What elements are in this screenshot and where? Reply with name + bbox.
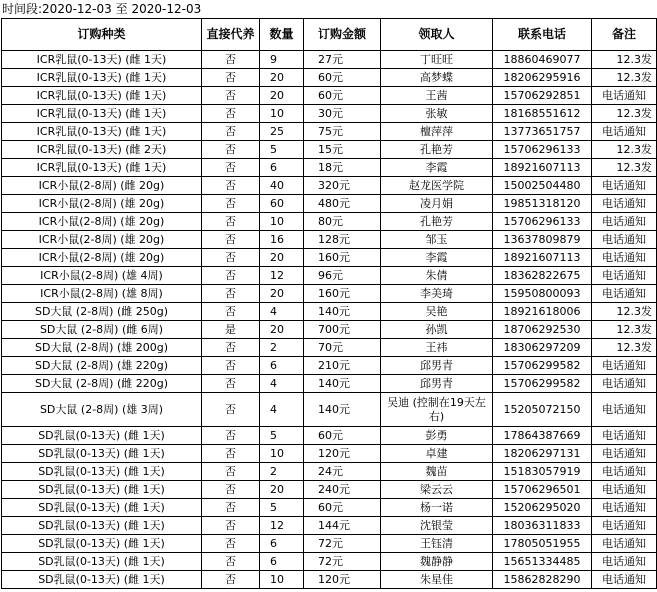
table-row [2,571,657,589]
cell-amount: 160元 [304,285,381,303]
cell-dai: 否 [202,141,260,159]
cell-name: 沈银莹 [381,517,493,535]
table-row [2,375,657,393]
cell-dai: 否 [202,231,260,249]
table-row [2,195,657,213]
cell-dai: 否 [202,285,260,303]
cell-type: SD乳鼠(0-13天) (雌 1天) [2,481,202,499]
cell-phone: 15651334485 [493,553,592,571]
cell-phone: 18921607113 [493,159,592,177]
cell-amount: 60元 [304,87,381,105]
cell-amount: 27元 [304,51,381,69]
table-header-row [2,19,657,51]
cell-qty: 20 [260,285,304,303]
cell-amount: 70元 [304,339,381,357]
cell-type: ICR小鼠(2-8周) (雄 20g) [2,249,202,267]
cell-note: 电话通知 [592,195,657,213]
cell-phone: 13773651757 [493,123,592,141]
cell-dai: 否 [202,499,260,517]
cell-type: SD乳鼠(0-13天) (雌 1天) [2,463,202,481]
cell-phone: 15950800093 [493,285,592,303]
cell-dai: 是 [202,321,260,339]
cell-dai: 否 [202,105,260,123]
cell-dai: 否 [202,69,260,87]
cell-name: 李霞 [381,159,493,177]
cell-dai: 否 [202,517,260,535]
cell-dai: 否 [202,87,260,105]
cell-type: SD大鼠 (2-8周) (雌 6周) [2,321,202,339]
cell-qty: 60 [260,195,304,213]
end-date: 2020-12-03 [131,2,202,16]
table-row [2,141,657,159]
cell-note: 电话通知 [592,535,657,553]
cell-type: ICR小鼠(2-8周) (雄 20g) [2,231,202,249]
cell-type: SD乳鼠(0-13天) (雌 1天) [2,553,202,571]
cell-qty: 4 [260,375,304,393]
cell-dai: 否 [202,481,260,499]
cell-qty: 16 [260,231,304,249]
cell-amount: 24元 [304,463,381,481]
table-row [2,231,657,249]
cell-note: 电话通知 [592,87,657,105]
cell-note: 12.3发 [592,69,657,87]
cell-name: 李霞 [381,249,493,267]
cell-type: SD大鼠 (2-8周) (雄 220g) [2,357,202,375]
cell-name: 吴迪 (控制在19天左右) [381,393,493,427]
table-row [2,553,657,571]
cell-amount: 18元 [304,159,381,177]
cell-name: 高梦蝶 [381,69,493,87]
table-row [2,445,657,463]
cell-dai: 否 [202,393,260,427]
cell-dai: 否 [202,445,260,463]
table-row [2,393,657,427]
cell-note: 电话通知 [592,571,657,589]
cell-note: 12.3发 [592,51,657,69]
cell-amount: 72元 [304,553,381,571]
cell-note: 电话通知 [592,357,657,375]
cell-type: SD乳鼠(0-13天) (雌 1天) [2,445,202,463]
cell-note: 电话通知 [592,123,657,141]
start-date: 2020-12-03 [42,2,112,16]
cell-note: 12.3发 [592,321,657,339]
cell-qty: 6 [260,357,304,375]
col-header-amount: 订购金额 [304,19,381,51]
cell-amount: 160元 [304,249,381,267]
cell-type: SD大鼠 (2-8周) (雄 200g) [2,339,202,357]
cell-phone: 19851318120 [493,195,592,213]
cell-qty: 20 [260,87,304,105]
cell-name: 孔艳芳 [381,213,493,231]
cell-name: 吴艳 [381,303,493,321]
cell-amount: 210元 [304,357,381,375]
cell-qty: 20 [260,249,304,267]
cell-dai: 否 [202,213,260,231]
cell-dai: 否 [202,535,260,553]
cell-phone: 15206295020 [493,499,592,517]
table-row [2,213,657,231]
cell-type: ICR乳鼠(0-13天) (雌 1天) [2,105,202,123]
cell-phone: 18206297131 [493,445,592,463]
cell-name: 李美琦 [381,285,493,303]
cell-note: 电话通知 [592,553,657,571]
table-row [2,249,657,267]
cell-phone: 18860469077 [493,51,592,69]
cell-phone: 15706296501 [493,481,592,499]
cell-name: 邹玉 [381,231,493,249]
cell-note: 电话通知 [592,393,657,427]
cell-type: ICR小鼠(2-8周) (雄 20g) [2,195,202,213]
cell-type: ICR乳鼠(0-13天) (雌 1天) [2,123,202,141]
table-row [2,357,657,375]
order-table [1,18,657,589]
cell-dai: 否 [202,571,260,589]
cell-amount: 128元 [304,231,381,249]
cell-name: 杨一诺 [381,499,493,517]
cell-dai: 否 [202,375,260,393]
table-row [2,267,657,285]
cell-qty: 4 [260,393,304,427]
cell-amount: 144元 [304,517,381,535]
cell-phone: 15002504480 [493,177,592,195]
cell-qty: 5 [260,427,304,445]
table-row [2,285,657,303]
time-range-label: 时间段: [2,2,43,16]
cell-name: 邱男青 [381,357,493,375]
table-row [2,177,657,195]
cell-amount: 60元 [304,499,381,517]
cell-amount: 140元 [304,303,381,321]
cell-name: 檀萍萍 [381,123,493,141]
cell-dai: 否 [202,249,260,267]
cell-qty: 9 [260,51,304,69]
cell-phone: 15706292851 [493,87,592,105]
cell-note: 12.3发 [592,303,657,321]
table-row [2,481,657,499]
cell-dai: 否 [202,195,260,213]
cell-note: 电话通知 [592,177,657,195]
cell-name: 赵龙医学院 [381,177,493,195]
col-header-phone: 联系电话 [493,19,592,51]
col-header-type: 订购种类 [2,19,202,51]
cell-type: SD大鼠 (2-8周) (雌 250g) [2,303,202,321]
cell-phone: 17864387669 [493,427,592,445]
cell-dai: 否 [202,339,260,357]
cell-dai: 否 [202,51,260,69]
cell-qty: 10 [260,571,304,589]
cell-dai: 否 [202,463,260,481]
cell-dai: 否 [202,123,260,141]
cell-qty: 2 [260,463,304,481]
table-body [2,51,657,589]
cell-note: 电话通知 [592,427,657,445]
cell-note: 12.3发 [592,105,657,123]
cell-qty: 10 [260,213,304,231]
cell-name: 凌月娟 [381,195,493,213]
cell-phone: 18036311833 [493,517,592,535]
cell-type: ICR乳鼠(0-13天) (雌 1天) [2,51,202,69]
cell-amount: 15元 [304,141,381,159]
cell-type: SD乳鼠(0-13天) (雌 1天) [2,571,202,589]
cell-note: 电话通知 [592,445,657,463]
cell-name: 彭勇 [381,427,493,445]
cell-name: 朱倩 [381,267,493,285]
cell-qty: 6 [260,535,304,553]
cell-qty: 2 [260,339,304,357]
col-header-note: 备注 [592,19,657,51]
cell-amount: 72元 [304,535,381,553]
col-header-dai: 直接代养 [202,19,260,51]
cell-name: 王钰清 [381,535,493,553]
cell-dai: 否 [202,159,260,177]
cell-type: ICR小鼠(2-8周) (雌 20g) [2,177,202,195]
cell-note: 电话通知 [592,499,657,517]
table-row [2,499,657,517]
cell-name: 魏静静 [381,553,493,571]
cell-qty: 5 [260,141,304,159]
cell-amount: 60元 [304,69,381,87]
cell-phone: 18168551612 [493,105,592,123]
col-header-qty: 数量 [260,19,304,51]
table-row [2,123,657,141]
cell-type: SD乳鼠(0-13天) (雌 1天) [2,499,202,517]
to-word: 至 [115,2,128,16]
cell-dai: 否 [202,303,260,321]
cell-phone: 18921607113 [493,249,592,267]
table-row [2,69,657,87]
cell-phone: 15706296133 [493,141,592,159]
cell-phone: 15862828290 [493,571,592,589]
cell-qty: 6 [260,159,304,177]
cell-type: SD乳鼠(0-13天) (雌 1天) [2,517,202,535]
cell-dai: 否 [202,177,260,195]
cell-phone: 13637809879 [493,231,592,249]
cell-note: 电话通知 [592,285,657,303]
cell-name: 卓建 [381,445,493,463]
cell-type: SD乳鼠(0-13天) (雌 1天) [2,427,202,445]
cell-name: 朱星佳 [381,571,493,589]
cell-qty: 12 [260,267,304,285]
cell-note: 电话通知 [592,267,657,285]
cell-note: 12.3发 [592,141,657,159]
cell-type: ICR乳鼠(0-13天) (雌 1天) [2,87,202,105]
cell-qty: 20 [260,69,304,87]
cell-type: ICR乳鼠(0-13天) (雌 1天) [2,159,202,177]
cell-note: 电话通知 [592,463,657,481]
cell-amount: 60元 [304,427,381,445]
cell-type: SD大鼠 (2-8周) (雌 220g) [2,375,202,393]
cell-qty: 5 [260,499,304,517]
table-row [2,535,657,553]
table-row [2,321,657,339]
cell-amount: 240元 [304,481,381,499]
cell-name: 邱男青 [381,375,493,393]
cell-phone: 15706299582 [493,357,592,375]
cell-note: 12.3发 [592,159,657,177]
cell-type: ICR小鼠(2-8周) (雄 20g) [2,213,202,231]
cell-amount: 96元 [304,267,381,285]
cell-phone: 18362822675 [493,267,592,285]
cell-qty: 40 [260,177,304,195]
cell-name: 王祎 [381,339,493,357]
cell-qty: 20 [260,481,304,499]
cell-name: 孙凯 [381,321,493,339]
cell-qty: 10 [260,105,304,123]
cell-type: ICR小鼠(2-8周) (雄 8周) [2,285,202,303]
cell-note: 电话通知 [592,481,657,499]
cell-phone: 18306297209 [493,339,592,357]
cell-dai: 否 [202,553,260,571]
table-row [2,463,657,481]
cell-note: 12.3发 [592,339,657,357]
cell-dai: 否 [202,357,260,375]
cell-phone: 15183057919 [493,463,592,481]
cell-note: 电话通知 [592,231,657,249]
cell-phone: 17805051955 [493,535,592,553]
table-row [2,427,657,445]
table-row [2,339,657,357]
cell-name: 魏苗 [381,463,493,481]
cell-amount: 80元 [304,213,381,231]
cell-type: ICR乳鼠(0-13天) (雌 1天) [2,69,202,87]
cell-qty: 20 [260,321,304,339]
table-row [2,51,657,69]
cell-type: ICR乳鼠(0-13天) (雌 2天) [2,141,202,159]
cell-name: 梁云云 [381,481,493,499]
cell-name: 张敏 [381,105,493,123]
cell-phone: 18206295916 [493,69,592,87]
cell-qty: 4 [260,303,304,321]
date-range-header [0,0,657,18]
cell-name: 王茜 [381,87,493,105]
cell-amount: 140元 [304,393,381,427]
cell-amount: 700元 [304,321,381,339]
cell-qty: 10 [260,445,304,463]
cell-phone: 15706299582 [493,375,592,393]
table-row [2,517,657,535]
col-header-name: 领取人 [381,19,493,51]
cell-phone: 18706292530 [493,321,592,339]
cell-type: SD大鼠 (2-8周) (雄 3周) [2,393,202,427]
cell-dai: 否 [202,427,260,445]
cell-type: ICR小鼠(2-8周) (雄 4周) [2,267,202,285]
cell-qty: 6 [260,553,304,571]
table-row [2,159,657,177]
cell-amount: 30元 [304,105,381,123]
cell-qty: 12 [260,517,304,535]
cell-phone: 15706296133 [493,213,592,231]
table-row [2,87,657,105]
cell-amount: 320元 [304,177,381,195]
cell-qty: 25 [260,123,304,141]
cell-name: 丁旺旺 [381,51,493,69]
cell-amount: 120元 [304,571,381,589]
cell-phone: 18921618006 [493,303,592,321]
cell-amount: 75元 [304,123,381,141]
table-row [2,105,657,123]
cell-dai: 否 [202,267,260,285]
table-row [2,303,657,321]
cell-name: 孔艳芳 [381,141,493,159]
cell-phone: 15205072150 [493,393,592,427]
cell-amount: 480元 [304,195,381,213]
cell-type: SD乳鼠(0-13天) (雌 1天) [2,535,202,553]
cell-note: 电话通知 [592,213,657,231]
cell-note: 电话通知 [592,375,657,393]
cell-amount: 140元 [304,375,381,393]
cell-note: 电话通知 [592,249,657,267]
cell-note: 电话通知 [592,517,657,535]
cell-amount: 120元 [304,445,381,463]
